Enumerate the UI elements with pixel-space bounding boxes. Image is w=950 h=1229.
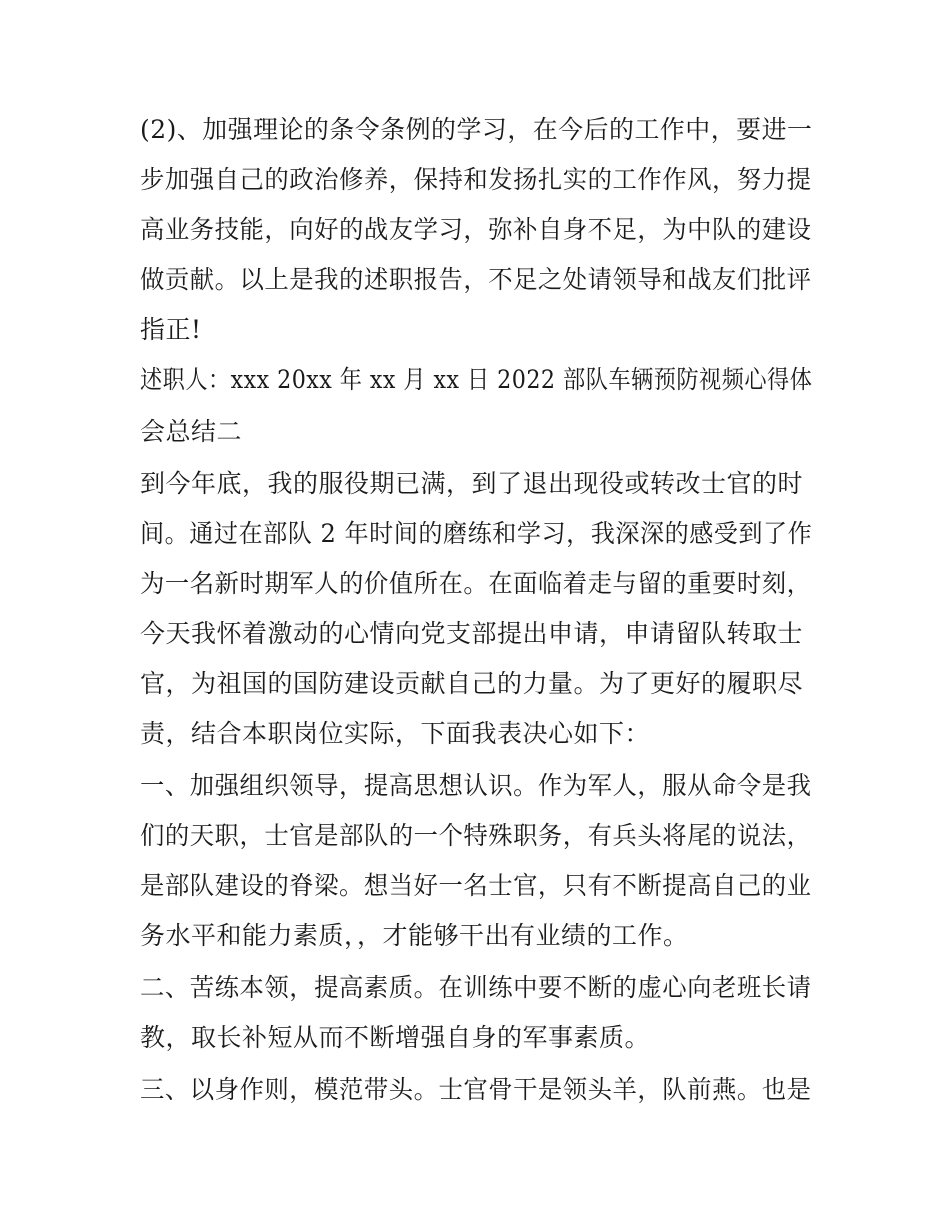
text-line: 步加强自己的政治修养，保持和发扬扎实的工作作风，努力提 xyxy=(140,165,812,194)
text-line: 到今年底，我的服役期已满，到了退出现役或转改士官的时 xyxy=(140,469,804,498)
text-line: 三、以身作则，模范带头。士官骨干是领头羊，队前燕。也是 xyxy=(140,1075,812,1104)
text-line: 间。通过在部队 2 年时间的磨练和学习，我深深的感受到了作 xyxy=(140,519,813,548)
text-line: 会总结二 xyxy=(140,417,243,446)
text-line: 指正! xyxy=(140,315,202,344)
text-line: 做贡献。以上是我的述职报告，不足之处请领导和战友们批评 xyxy=(140,265,812,294)
text-line: 述职人：xxx 20xx 年 xx 月 xx 日 2022 部队车辆预防视频心得体 xyxy=(140,365,813,394)
text-line: 官，为祖国的国防建设贡献自己的力量。为了更好的履职尽 xyxy=(140,669,804,698)
text-line: 今天我怀着激动的心情向党支部提出申请，申请留队转取士 xyxy=(140,619,804,648)
text-line: 一、加强组织领导，提高思想认识。作为军人，服从命令是我 xyxy=(140,771,812,800)
text-line: 是部队建设的脊梁。想当好一名士官，只有不断提高自己的业 xyxy=(140,871,812,900)
text-line: 责，结合本职岗位实际，下面我表决心如下： xyxy=(140,719,651,748)
text-line: 教，取长补短从而不断增强自身的军事素质。 xyxy=(140,1023,651,1052)
text-line: 为一名新时期军人的价值所在。在面临着走与留的重要时刻， xyxy=(140,569,812,598)
text-line: 高业务技能，向好的战友学习，弥补自身不足，为中队的建设 xyxy=(140,215,812,244)
text-line: 二、苦练本领，提高素质。在训练中要不断的虚心向老班长请 xyxy=(140,973,812,1002)
text-line: (2)、加强理论的条令条例的学习，在今后的工作中，要进一 xyxy=(140,115,813,144)
text-line: 们的天职，士官是部队的一个特殊职务，有兵头将尾的说法， xyxy=(140,821,812,850)
text-line: 务水平和能力素质，，才能够干出有业绩的工作。 xyxy=(140,921,689,950)
